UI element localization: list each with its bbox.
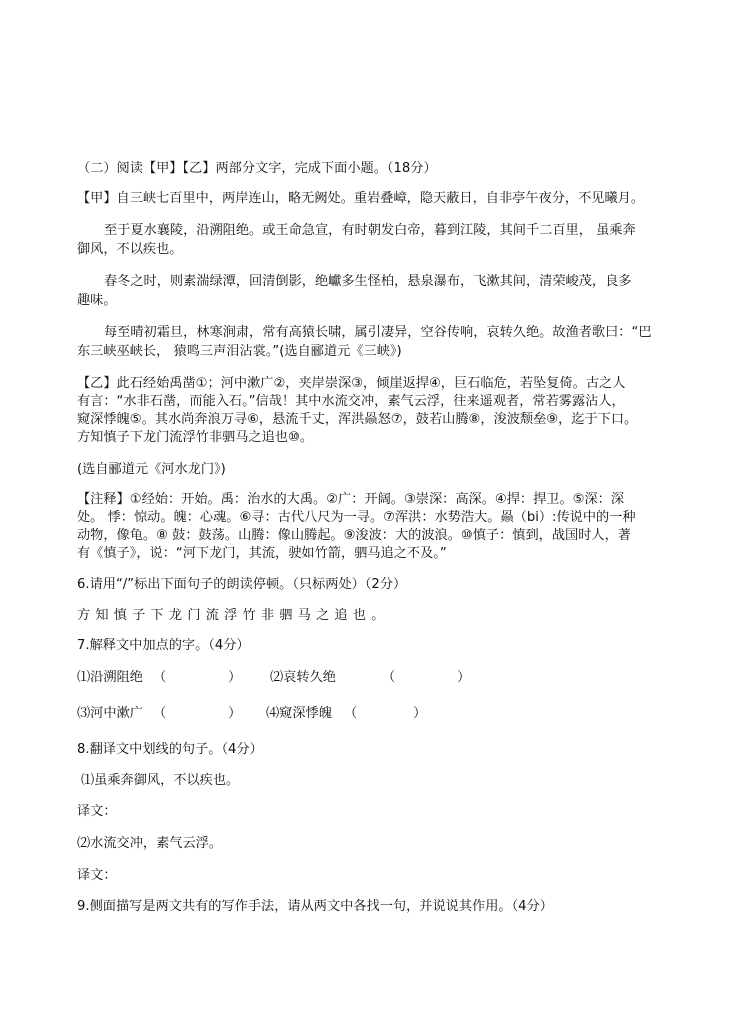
jia-paragraph-2-line-2: 御风，不以疾也。: [77, 242, 183, 257]
q7-item-1-answer-close: ）: [228, 670, 242, 685]
jia-paragraph-3-line-1: 春冬之时，则素湍绿潭，回清倒影，绝巘多生怪柏，悬泉瀑布，飞漱其间，清荣峻茂，良多: [104, 274, 632, 289]
q7-item-2: [270, 669, 470, 687]
q8-answer-1-label: 译文：: [77, 804, 117, 819]
q7-item-3-label: ⑶河中漱广: [77, 706, 143, 721]
q7-item-1: [77, 669, 241, 687]
q8-item-2: ⑵水流交冲，素气云浮。: [77, 836, 223, 851]
yi-line-4: 方知慎子下龙门流浮竹非驷马之追也⑩。: [77, 430, 314, 445]
q7-item-2-answer-close: ）: [457, 670, 471, 685]
q8-prompt: 8.翻译文中划线的句子。（4分）: [77, 742, 263, 757]
notes-line-4: 有《慎子》，说：“河下龙门，其流，驶如竹箭，驷马追之不及。”: [77, 546, 447, 561]
notes-line-2: 处。 悸：惊动。魄：心魂。⑥寻：古代八尺为一寻。⑦浑洪：水势浩大。赑（bi）:传说中的一种: [77, 510, 636, 525]
q7-item-2-label: ⑵哀转久绝: [270, 670, 336, 685]
jia-paragraph-4-line-1: 每至晴初霜旦，林寒涧肃，常有高猿长啸，属引凄异，空谷传响，哀转久绝。故渔者歌曰：“巴: [104, 325, 652, 340]
q7-item-1-answer-open: （: [152, 670, 167, 685]
q8-answer-2-label: 译文：: [77, 868, 117, 883]
jia-paragraph-4-line-2: 东三峡巫峡长， 猿鸣三声泪沾裳。”(选自郦道元《三峡》): [77, 344, 402, 359]
q6-prompt: 6.请用“/”标出下面句子的朗读停顿。（只标两处）（2分）: [77, 577, 407, 592]
yi-line-1: 【乙】此石经始禹凿①；河中漱广②，夹岸崇深③，倾崖返捍④，巨石临危，若坠复倚。古之人: [77, 376, 626, 391]
q7-prompt: 7.解释文中加点的字。（4分）: [77, 638, 250, 653]
q8-item-1: ⑴虽乘奔御风，不以疾也。: [81, 773, 240, 788]
jia-paragraph-2-line-1: 至于夏水襄陵，沿溯阻绝。或王命急宣，有时朝发白帝，暮到江陵，其间千二百里， 虽乘奔: [104, 223, 636, 238]
q9-prompt: 9.侧面描写是两文共有的写作手法，请从两文中各找一句，并说说其作用。（4分）: [77, 899, 553, 914]
jia-paragraph-1: 【甲】自三峡七百里中，两岸连山，略无阙处。重岩叠嶂，隐天蔽日，自非亭午夜分，不见曦月。: [77, 191, 645, 206]
jia-paragraph-3-line-2: 趣味。: [77, 293, 117, 308]
section-header: （二）阅读【甲】【乙】两部分文字，完成下面小题。（18分）: [77, 161, 437, 176]
q7-item-4-label: ⑷窥深悸魄: [266, 706, 332, 721]
q7-item-3-answer-close: ）: [228, 706, 242, 721]
yi-line-3: 窥深悸魄⑤。其水尚奔浪万寻⑥，悬流千丈，浑洪赑怒⑦，鼓若山腾⑧，浚波颓垒⑨，迄于下口。: [77, 412, 638, 427]
q6-sentence: 方知慎子下龙门流浮竹非驷马之追也。: [77, 608, 390, 623]
q7-item-3: [77, 705, 241, 723]
yi-source: (选自郦道元《河水龙门》): [77, 462, 226, 477]
q7-item-1-label: ⑴沿溯阻绝: [77, 670, 143, 685]
q7-item-4-answer-close: ）: [413, 706, 427, 721]
notes-line-3: 动物，像龟。⑧ 鼓：鼓荡。山腾：像山腾起。⑨浚波：大的波浪。⑩慎子：慎到，战国时人，著: [77, 528, 631, 543]
q7-item-3-answer-open: （: [152, 706, 167, 721]
q7-item-4: [266, 705, 426, 723]
notes-line-1: 【注释】①经始：开始。禹：治水的大禹。②广：开阔。③崇深：高深。④捍：捍卫。⑤深：深: [77, 492, 625, 507]
q7-item-2-answer-open: （: [381, 670, 396, 685]
yi-line-2: 有言：“水非石凿，而能入石。”信哉！其中水流交冲，素气云浮，往来遥观者，常若雾露沾人，: [77, 394, 625, 409]
q7-item-4-answer-open: （: [343, 706, 358, 721]
